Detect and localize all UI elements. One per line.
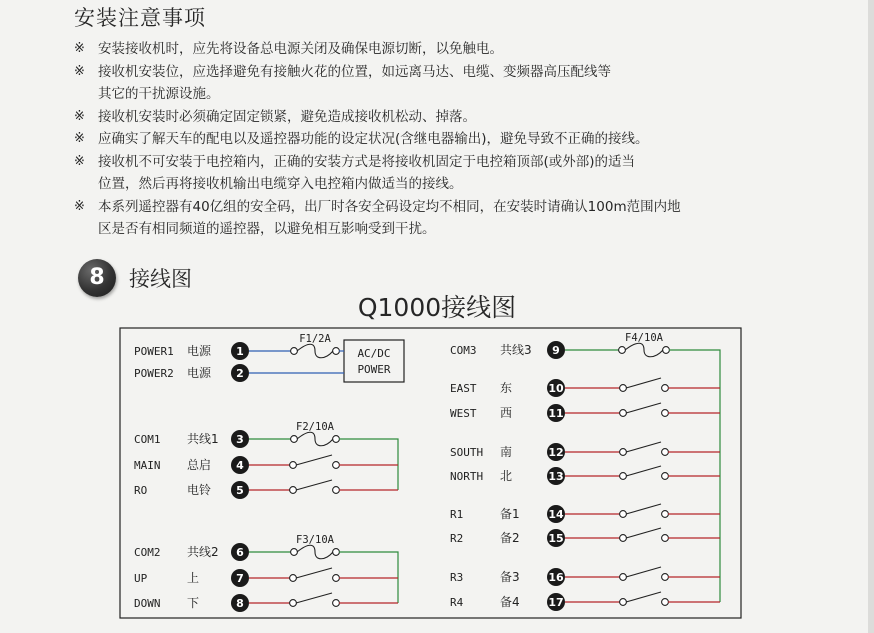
contact-icon — [620, 511, 627, 518]
fuse-label: F4/10A — [625, 332, 663, 344]
section-number-badge: 8 — [78, 259, 116, 297]
terminal-number: 5 — [236, 484, 244, 497]
contact-icon — [620, 449, 627, 456]
switch-lever-icon — [626, 567, 661, 577]
terminal-code-label: UP — [134, 572, 148, 585]
terminal-code-label: POWER2 — [134, 367, 174, 380]
reference-mark-icon: ※ — [74, 198, 85, 214]
note-item: ※ 接收机不可安装于电控箱内，正确的安装方式是将接收机固定于电控箱顶部(或外部)的适当 位置，然后再将接收机输出电缆穿入电控箱内做适当的接线。 — [74, 151, 681, 196]
note-item: ※ 接收机安装时必须确定固定锁紧，避免造成接收机松动、掉落。 — [74, 106, 681, 129]
switch-lever-icon — [626, 592, 661, 602]
section-title: 接线图 — [129, 267, 192, 291]
contact-icon — [290, 600, 297, 607]
terminal-number: 4 — [236, 459, 244, 472]
contact-icon — [662, 574, 669, 581]
terminal-cn-label: 共线3 — [500, 343, 532, 357]
contact-icon — [333, 549, 340, 556]
reference-mark-icon: ※ — [74, 41, 85, 56]
page-title: 安装注意事项 — [74, 6, 206, 30]
terminal-code-label: RO — [134, 484, 148, 497]
contact-icon — [620, 410, 627, 417]
contact-icon — [620, 473, 627, 480]
fuse-icon — [297, 545, 333, 559]
note-item: ※ 应确实了解天车的配电以及遥控器功能的设定状况(含继电器输出)，避免导致不正确的接线。 — [74, 128, 681, 151]
terminal-number: 15 — [548, 532, 564, 545]
terminal-code-label: R2 — [450, 532, 464, 545]
terminal-code-label: R1 — [450, 508, 464, 521]
terminal-number: 2 — [236, 367, 244, 380]
power-box-label-1: AC/DC — [357, 347, 391, 360]
terminal-code-label: NORTH — [450, 470, 484, 483]
contact-icon — [333, 462, 340, 469]
contact-icon — [662, 449, 669, 456]
terminal-number: 7 — [236, 572, 244, 585]
contact-icon — [662, 385, 669, 392]
contact-icon — [333, 487, 340, 494]
contact-icon — [619, 347, 626, 354]
contact-icon — [662, 535, 669, 542]
contact-icon — [662, 511, 669, 518]
terminal-code-label: DOWN — [134, 597, 161, 610]
terminal-code-label: R4 — [450, 596, 464, 609]
terminal-number: 10 — [548, 382, 564, 395]
terminal-code-label: MAIN — [134, 459, 161, 472]
contact-icon — [333, 436, 340, 443]
contact-icon — [291, 436, 298, 443]
terminal-cn-label: 备3 — [500, 570, 520, 584]
note-item: ※ 安装接收机时，应先将设备总电源关闭及确保电源切断，以免触电。 — [74, 38, 681, 61]
reference-mark-icon: ※ — [74, 131, 85, 146]
terminal-cn-label: 西 — [500, 406, 513, 420]
terminal-cn-label: 备4 — [500, 595, 520, 609]
switch-lever-icon — [626, 504, 661, 514]
terminal-cn-label: 下 — [187, 596, 200, 610]
terminal-number: 8 — [236, 597, 244, 610]
switch-lever-icon — [296, 480, 332, 490]
terminal-cn-label: 备2 — [500, 531, 520, 545]
terminal-cn-label: 南 — [500, 445, 513, 459]
contact-icon — [291, 348, 298, 355]
terminal-number: 11 — [548, 407, 564, 420]
contact-icon — [620, 574, 627, 581]
terminal-code-label: EAST — [450, 382, 477, 395]
terminal-cn-label: 东 — [500, 381, 513, 395]
reference-mark-icon: ※ — [74, 153, 85, 169]
terminal-cn-label: 共线2 — [187, 545, 219, 559]
fuse-label: F2/10A — [296, 421, 334, 433]
diagram-frame — [120, 328, 741, 618]
contact-icon — [333, 575, 340, 582]
terminal-code-label: R3 — [450, 571, 464, 584]
switch-lever-icon — [626, 442, 661, 452]
terminal-cn-label: 电铃 — [187, 483, 212, 497]
terminal-number: 1 — [236, 345, 244, 358]
terminal-number: 17 — [548, 596, 564, 609]
switch-lever-icon — [296, 455, 332, 465]
contact-icon — [333, 348, 340, 355]
terminal-cn-label: 上 — [187, 571, 200, 585]
contact-icon — [662, 410, 669, 417]
terminal-cn-label: 总启 — [187, 458, 212, 472]
switch-lever-icon — [296, 568, 332, 578]
contact-icon — [290, 575, 297, 582]
fuse-icon — [297, 344, 333, 358]
fuse-icon — [297, 432, 333, 446]
switch-lever-icon — [626, 466, 661, 476]
fuse-icon — [625, 343, 663, 357]
diagram-title: Q1000接线图 — [357, 293, 517, 322]
contact-icon — [620, 599, 627, 606]
contact-icon — [290, 462, 297, 469]
terminal-cn-label: 共线1 — [187, 432, 219, 446]
terminal-number: 6 — [236, 546, 244, 559]
fuse-label: F3/10A — [296, 534, 334, 546]
fuse-label: F1/2A — [299, 333, 331, 345]
terminal-cn-label: 电源 — [187, 366, 212, 380]
switch-lever-icon — [626, 528, 661, 538]
terminal-number: 13 — [548, 470, 564, 483]
contact-icon — [333, 600, 340, 607]
reference-mark-icon: ※ — [74, 63, 85, 79]
contact-icon — [290, 487, 297, 494]
contact-icon — [663, 347, 670, 354]
contact-icon — [662, 599, 669, 606]
terminal-code-label: COM3 — [450, 344, 477, 357]
contact-icon — [620, 385, 627, 392]
terminal-code-label: COM2 — [134, 546, 161, 559]
terminal-code-label: WEST — [450, 407, 477, 420]
switch-lever-icon — [626, 403, 661, 413]
switch-lever-icon — [296, 593, 332, 603]
terminal-cn-label: 电源 — [187, 344, 212, 358]
terminal-number: 3 — [236, 433, 244, 446]
contact-icon — [620, 535, 627, 542]
terminal-number: 16 — [548, 571, 564, 584]
contact-icon — [291, 549, 298, 556]
note-item: ※ 本系列遥控器有40亿组的安全码，出厂时各安全码设定均不相同，在安装时请确认100m范围内地 区是否有相同频道的遥控器，以避免相互影响受到干扰。 — [74, 196, 681, 241]
terminal-code-label: COM1 — [134, 433, 161, 446]
power-box-label-2: POWER — [357, 363, 391, 376]
terminal-code-label: POWER1 — [134, 345, 174, 358]
contact-icon — [662, 473, 669, 480]
terminal-code-label: SOUTH — [450, 446, 484, 459]
switch-lever-icon — [626, 378, 661, 388]
terminal-cn-label: 北 — [500, 469, 513, 483]
wires-layer — [249, 332, 720, 606]
terminal-cn-label: 备1 — [500, 507, 520, 521]
reference-mark-icon: ※ — [74, 108, 85, 124]
note-item: ※ 接收机安装位，应选择避免有接触火花的位置，如远离马达、电缆、变频器高压配线等 其它的干扰源设施。 — [74, 61, 681, 106]
terminal-number: 14 — [548, 508, 564, 521]
terminal-number: 12 — [548, 446, 564, 459]
terminal-number: 9 — [552, 344, 560, 357]
